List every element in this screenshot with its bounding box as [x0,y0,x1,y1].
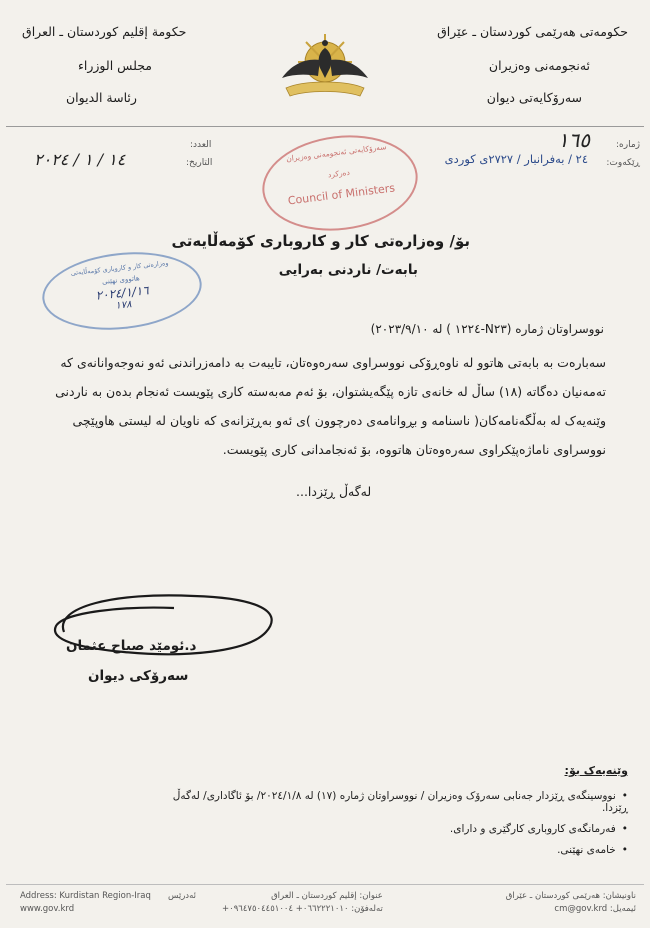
footer-phone: تەلەفۆن: ٠٦٦٢٢٢١٠١٠+ ٠٩٦٤٧٥٠٤٤٥١٠٠٤+ [222,904,383,914]
header-right-line-2: ئەنجومەنی وەزیران [488,58,590,73]
signatory-title: سەرۆکی دیوان [88,668,189,684]
ar-date-value: ١٤ / ١ / ٢٠٢٤ [34,150,126,169]
signatory-name: د.ئومێد صباح عثمان [66,638,197,654]
letter-closing: لەگەڵ ڕێزدا... [296,484,372,499]
footer-email[interactable]: cm@gov.krd [554,904,608,914]
footer-website: www.gov.krd [20,904,75,914]
attachments-heading: وێنەیەک بۆ: [564,764,628,777]
footer-center [222,890,383,916]
date-label: ڕێکەوت: [606,158,640,168]
attachments-list [148,790,628,865]
footer-email-label: ئیمەیل: [609,904,636,914]
council-stamp-sub: دەرکرد [327,167,351,180]
reference-line: نووسراوتان ژمارە (N٢٣-١٢٢٤ ) لە ٢٠٢٣/٩/١٠) [370,322,604,336]
header-left-line-2: مجلس الوزراء [78,58,152,73]
footer-email-row [506,903,636,916]
attachment-item: • خامەی نهێنی. [148,844,628,856]
blue-stamp-line-1: وەزارەتی کار و کاروباری کۆمەڵایەتی [70,259,169,278]
attachment-item: • فەرمانگەی کاروباری کارگێری و دارای. [148,823,628,835]
kurdistan-emblem-icon [276,18,374,108]
council-stamp [257,127,423,239]
footer-divider [6,884,644,885]
letter-paragraph: سەبارەت بە بابەتی هاتوو لە ناوەڕۆکی نووسراوی سەرەوەتان، تایبەت بە دامەزراندنی ئەو نەوجەوانانەی کە تەمەنیان دەگاتە (١٨) ساڵ لە خانەی تازە پێگەیشتوان، بۆ ئەم مەبەستە کاری پێویست ئەنجام بدەن بە ناردنی وێنەیەک لە بەڵگەنامەکان( ناسنامە و بڕوانامەی دەرچوون )ی ئەو بەڕێزانەی کە ناویان لە لیستی هاوپێچی نووسراوی ناماژەپێکراوی سەرەوەتان هاتووە، بۆ ئەنجامدانی کاری پێویست. [55,355,606,457]
number-value: ١٦٥ [557,128,590,152]
blue-stamp-line-2: هاتووی نهێنی [101,274,141,287]
attachment-item: • نووسینگەی ڕێزدار جەنابی سەرۆک وەزیران / نووسراوتان ژمارە (١٧) لە ٢٠٢٤/١/٨/ بۆ ئاگاداری/ لەگەڵ ڕێزدا. [148,790,628,814]
header-right-line-3: سەرۆکایەتی دیوان [486,90,582,105]
footer-en-label: ئەدرێس [168,891,197,901]
blue-stamp-date: ٢٠٢٤/١/١٦ [95,283,150,303]
ministry-received-stamp [38,245,205,337]
number-label: ژمارە: [615,140,640,150]
letter-subject: بابەت/ ناردنی بەرایی [278,262,418,278]
ar-number-label: العدد: [190,140,212,150]
header-left-line-1: حكومة إقليم كوردستان ـ العراق [22,24,187,39]
footer-address-en: Address: Kurdistan Region-Iraq [20,891,151,901]
council-stamp-english: Council of Ministers [287,181,396,208]
footer-left [20,890,151,916]
header-right-line-1: حکومەتی هەرێمی کوردستان ـ عێراق [437,24,628,39]
header-left-line-3: رئاسة الديوان [66,90,137,105]
council-stamp-arabic: سەرۆکایەتی ئەنجومەنی وەزیران [285,142,387,164]
letter-to: بۆ/ وەزارەتی کار و کاروباری کۆمەڵایەتی [171,232,470,250]
header-divider [6,126,644,127]
signature-scribble [34,582,284,682]
footer-right [506,890,636,916]
date-value: ٢٤ / بەفرانبار / ٢٧٢٧ی کوردی [444,152,588,166]
footer-address-ku: ناونیشان: هەرێمی کوردستان ـ عێراق [505,891,636,901]
footer-address-ar: عنوان: إقليم كوردستان ـ العراق [271,891,383,901]
ar-date-label: التاريخ: [186,158,213,168]
blue-stamp-number: ١٧٨ [114,299,133,312]
